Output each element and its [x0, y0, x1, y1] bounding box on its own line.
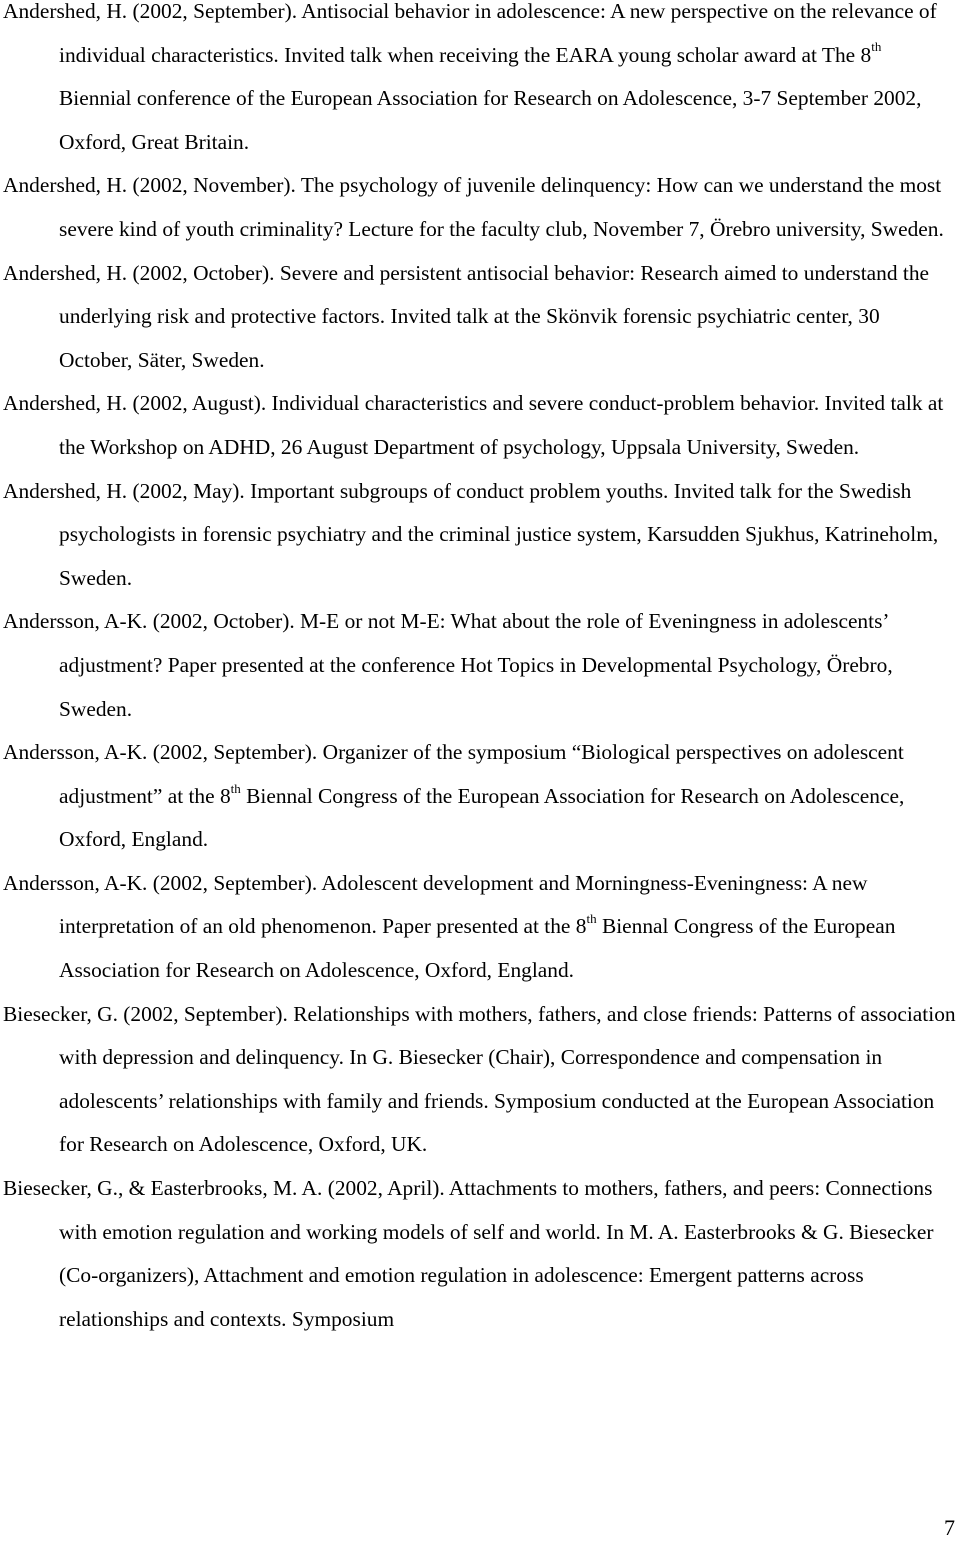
- reference-entry: [3, 731, 958, 862]
- reference-text: Andersson, A-K. (2002, September). Organizer of the symposium “Biological perspectives on adolescent adjustment” at the 8: [3, 740, 904, 808]
- reference-text-tail: Biennial conference of the European Association for Research on Adolescence, 3-7 September 2002, Oxford, Great Britain.: [59, 86, 922, 154]
- reference-text: Andershed, H. (2002, October). Severe and persistent antisocial behavior: Research aimed to understand the underlying risk and protective factors. Invited talk at the Skönvik forensic psychiatric center, 30 October, Säter, Sweden.: [3, 260, 930, 372]
- reference-text: Biesecker, G. (2002, September). Relationships with mothers, fathers, and close friends: Patterns of association with depression and delinquency. In G. Biesecker (Chair), Correspondence and compensation in adolescents’ relationships with family and friends. Symposium conducted at the European Association for Research on Adolescence, Oxford, UK.: [3, 1001, 956, 1157]
- ordinal-superscript: th: [586, 911, 597, 927]
- ordinal-superscript: th: [871, 39, 882, 55]
- reference-text: Andershed, H. (2002, August). Individual characteristics and severe conduct-problem behavior. Invited talk at the Workshop on ADHD, 26 August Department of psychology, Uppsala University, Sweden.: [3, 391, 944, 459]
- reference-text-tail: Biennal Congress of the European Association for Research on Adolescence, Oxford, England.: [59, 783, 905, 852]
- reference-entry: [3, 1167, 958, 1341]
- reference-entry: [3, 993, 958, 1167]
- page-number: 7: [944, 1515, 955, 1540]
- reference-entry: [3, 600, 958, 731]
- reference-list: [3, 0, 958, 1341]
- reference-text-tail: Biennal Congress of the European Association for Research on Adolescence, Oxford, England.: [59, 914, 896, 983]
- reference-text: Andershed, H. (2002, September). Antisocial behavior in adolescence: A new perspective on the relevance of individual characteristics. Invited talk when receiving the EARA young scholar award at The 8: [3, 0, 937, 67]
- reference-entry: [3, 382, 958, 469]
- reference-text: Andersson, A-K. (2002, October). M-E or not M-E: What about the role of Eveningness in adolescents’ adjustment? Paper presented at the conference Hot Topics in Developmental Psychology, Örebro, Sweden.: [3, 609, 893, 721]
- reference-entry: [3, 164, 958, 251]
- reference-text: Andersson, A-K. (2002, September). Adolescent development and Morningness-Eveningness: A new interpretation of an old phenomenon. Paper presented at the 8: [3, 870, 868, 939]
- reference-entry: [3, 252, 958, 383]
- reference-text: Andershed, H. (2002, May). Important subgroups of conduct problem youths. Invited talk for the Swedish psychologists in forensic psychiatry and the criminal justice system, Karsudden Sjukhus, Katrineholm, Sweden.: [3, 478, 939, 590]
- reference-entry: [3, 0, 958, 164]
- reference-entry: [3, 470, 958, 601]
- reference-text: Biesecker, G., & Easterbrooks, M. A. (2002, April). Attachments to mothers, fathers, and peers: Connections with emotion regulation and working models of self and world. In M. A. Easterbrooks & G. Biesecker (Co-organizers), Attachment and emotion regulation in adolescence: Emergent patterns across relationships and contexts. Symposium: [3, 1176, 934, 1331]
- reference-entry: [3, 862, 958, 993]
- ordinal-superscript: th: [230, 780, 241, 796]
- reference-text: Andershed, H. (2002, November). The psychology of juvenile delinquency: How can we understand the most severe kind of youth criminality? Lecture for the faculty club, November 7, Örebro university, Sweden.: [3, 173, 944, 241]
